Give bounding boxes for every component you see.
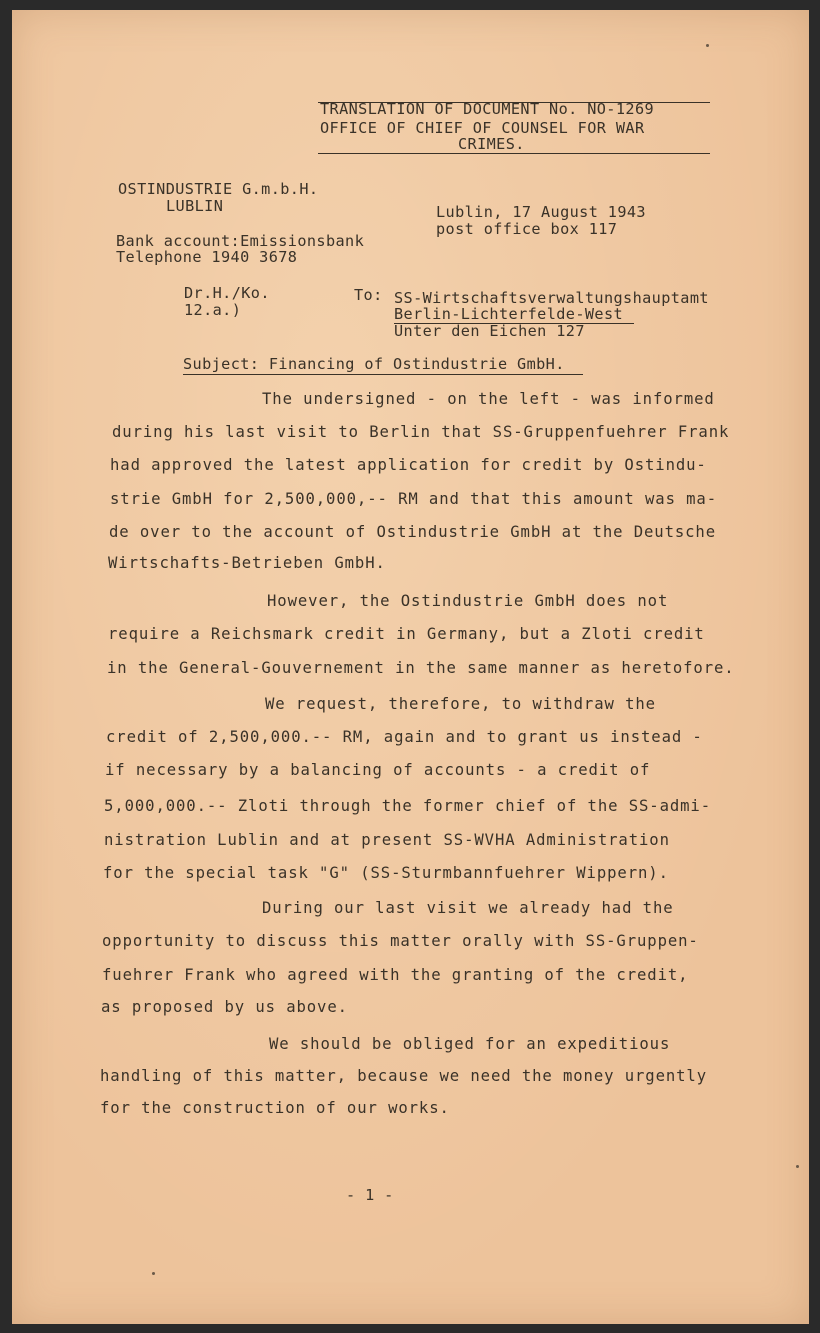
body-line: The undersigned - on the left - was informed	[262, 390, 715, 408]
body-line: During our last visit we already had the	[262, 899, 674, 917]
reference-line-1: Dr.H./Ko.	[184, 284, 270, 302]
header-line-1: TRANSLATION OF DOCUMENT No. NO-1269	[320, 100, 655, 118]
subject-underline	[183, 374, 583, 375]
sender-city: LUBLIN	[166, 197, 224, 215]
body-line: We should be obliged for an expeditious	[269, 1035, 671, 1053]
recipient-line-1: SS-Wirtschaftsverwaltungshauptamt	[394, 289, 709, 307]
body-line: We request, therefore, to withdraw the	[265, 695, 656, 713]
recipient-line-2: Berlin-Lichterfelde-West	[394, 305, 624, 323]
body-line: in the General-Gouvernement in the same manner as heretofore.	[107, 659, 735, 677]
paper-speck	[796, 1165, 799, 1168]
body-line: 5,000,000.-- Zloti through the former chief of the SS-admi-	[104, 797, 712, 815]
recipient-prefix: To:	[354, 286, 383, 304]
header-bottom-rule	[318, 153, 710, 154]
body-line: nistration Lublin and at present SS-WVHA Administration	[104, 831, 670, 849]
body-line: Wirtschafts-Betrieben GmbH.	[108, 554, 386, 572]
body-line: for the construction of our works.	[100, 1099, 450, 1117]
body-line: de over to the account of Ostindustrie GmbH at the Deutsche	[109, 523, 717, 541]
page-number: - 1 -	[346, 1186, 394, 1204]
sender-telephone: Telephone 1940 3678	[116, 248, 298, 266]
body-line: fuehrer Frank who agreed with the granting of the credit,	[102, 966, 689, 984]
body-line: opportunity to discuss this matter orally with SS-Gruppen-	[102, 932, 699, 950]
body-line: strie GmbH for 2,500,000,-- RM and that this amount was ma-	[110, 490, 718, 508]
body-line: credit of 2,500,000.-- RM, again and to grant us instead -	[106, 728, 703, 746]
paper-speck	[152, 1272, 155, 1275]
post-office-box: post office box 117	[436, 220, 618, 238]
body-line: require a Reichsmark credit in Germany, but a Zloti credit	[108, 625, 705, 643]
body-line: for the special task "G" (SS-Sturmbannfuehrer Wippern).	[103, 864, 669, 882]
subject-line: Subject: Financing of Ostindustrie GmbH.	[183, 355, 565, 373]
reference-line-2: 12.a.)	[184, 301, 242, 319]
body-line: during his last visit to Berlin that SS-Gruppenfuehrer Frank	[112, 423, 730, 441]
body-line: However, the Ostindustrie GmbH does not	[267, 592, 669, 610]
document-page	[12, 10, 809, 1324]
place-date: Lublin, 17 August 1943	[436, 203, 646, 221]
sender-name: OSTINDUSTRIE G.m.b.H.	[118, 180, 319, 198]
header-line-3: CRIMES.	[458, 135, 525, 153]
body-line: handling of this matter, because we need the money urgently	[100, 1067, 708, 1085]
header-line-2: OFFICE OF CHIEF OF COUNSEL FOR WAR	[320, 119, 645, 137]
body-line: had approved the latest application for credit by Ostindu-	[110, 456, 707, 474]
paper-speck	[706, 44, 709, 47]
body-line: if necessary by a balancing of accounts - a credit of	[105, 761, 651, 779]
sender-bank: Bank account:Emissionsbank	[116, 232, 365, 250]
body-line: as proposed by us above.	[101, 998, 348, 1016]
recipient-line-3: Unter den Eichen 127	[394, 322, 585, 340]
